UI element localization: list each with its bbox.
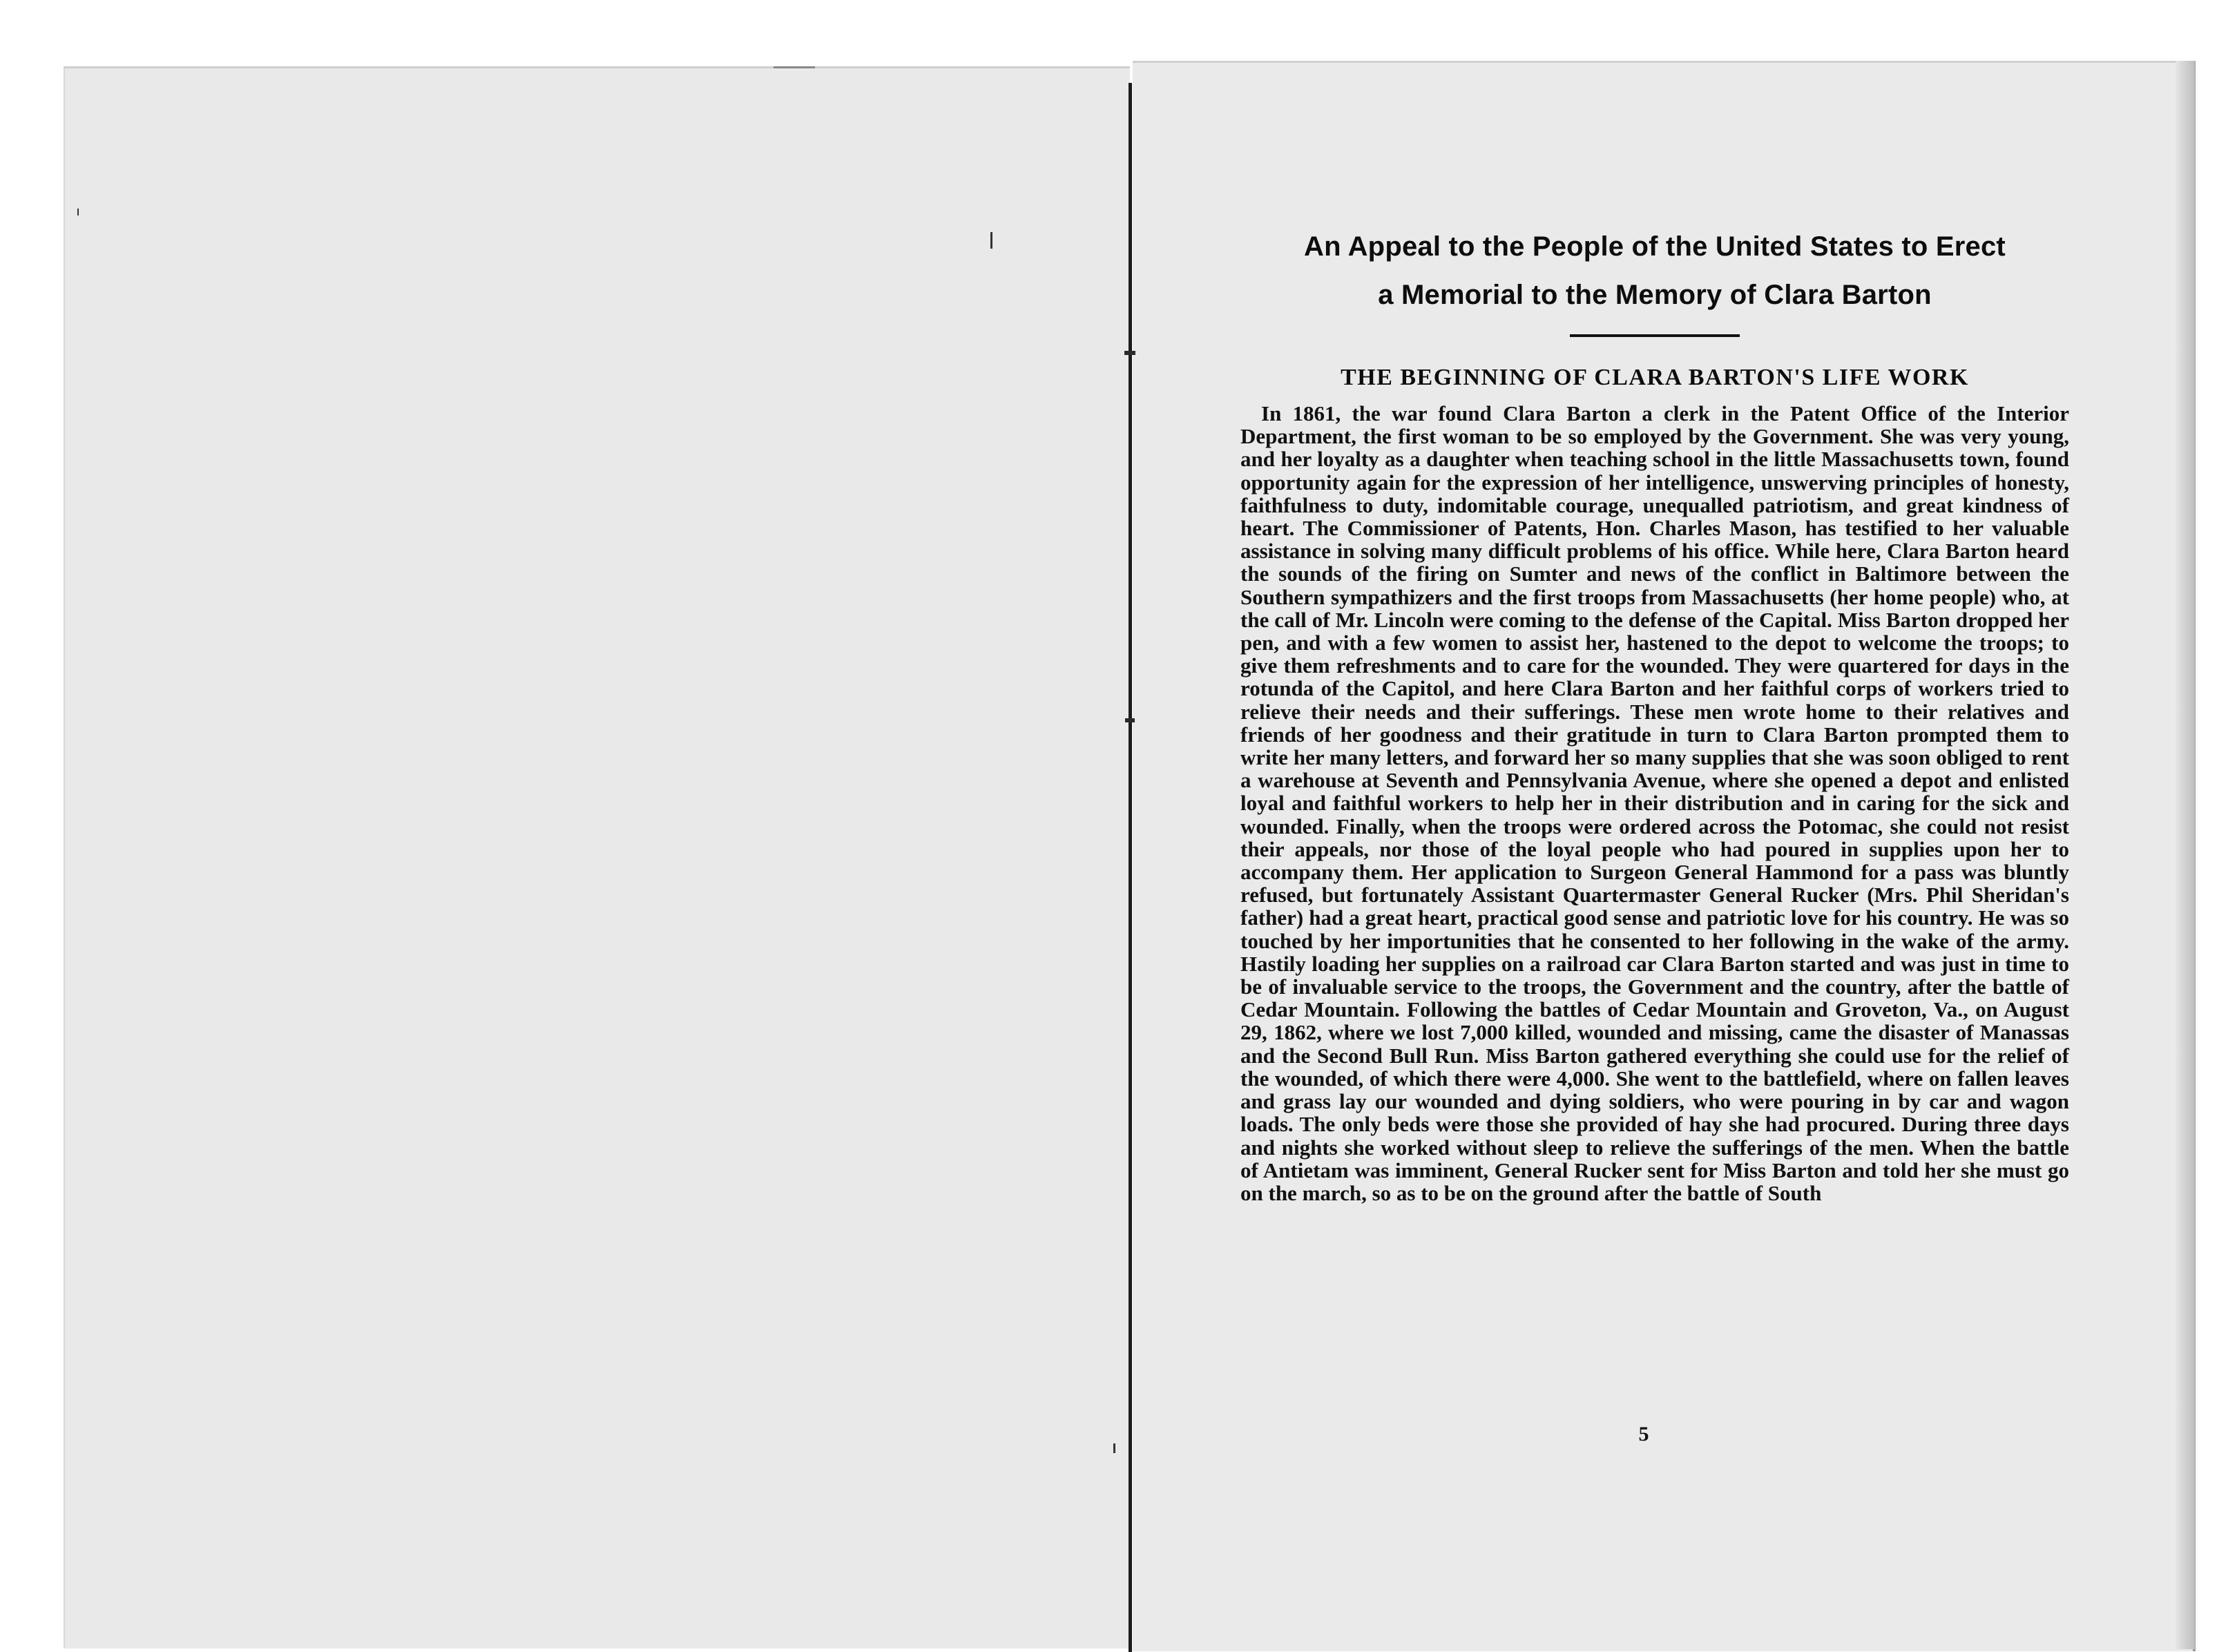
title-divider [1570, 334, 1740, 337]
page-number: 5 [1638, 1423, 1649, 1446]
title-line-1: An Appeal to the People of the United States to Erect [1304, 231, 2006, 262]
book-spine [1129, 83, 1132, 1652]
scan-speck [774, 66, 815, 68]
left-page-blank [64, 66, 1130, 1649]
page-content [1240, 222, 2069, 1204]
section-heading: THE BEGINNING OF CLARA BARTON'S LIFE WORK [1341, 365, 1969, 390]
scan-speck [1113, 1443, 1115, 1453]
body-paragraph: In 1861, the war found Clara Barton a clerk in the Patent Office of the Interior Department, the first woman to be so employed by the Government. She was very young, and her loyalty as a daughter when teaching school in the little Massachusetts town, found opportunity again for the expression of her intelligence, unswerving principles of honesty, faithfulness to duty, indomitable courage, unequalled patriotism, and great kindness of heart. The Commissioner of Patents, Hon. Charles Mason, has testified to her valuable assistance in solving many difficult problems of his office. While here, Clara Barton heard the sounds of the firing on Sumter and news of the conflict in Baltimore between the Southern sympathizers and the first troops from Massachusetts (her home people) who, at the call of Mr. Lincoln were coming to the defense of the Capital. Miss Barton dropped her pen, and with a few women to assist her, hastened to the depot to welcome the troops; to give them refreshments and to care for the wounded. They were quartered for days in the rotunda of the Capitol, and here Clara Barton and her faithful corps of workers tried to relieve their needs and their sufferings. These men wrote home to their relatives and friends of her goodness and their gratitude in turn to Clara Barton prompted them to write her many letters, and forward her so many supplies that she was soon obliged to rent a warehouse at Seventh and Pennsylvania Avenue, where she opened a depot and enlisted loyal and faithful workers to help her in their distribution and in caring for the sick and wounded. Finally, when the troops were ordered across the Potomac, she could not resist their appeals, nor those of the loyal people who had poured in supplies upon her to accompany them. Her application to Surgeon General Hammond for a pass was bluntly refused, but fortunately Assistant Quartermaster General Rucker (Mrs. Phil Sheridan's father) had a great heart, practical good sense and patriotic love for his country. He was so touched by her importunities that he consented to her following in the wake of the army. Hastily loading her supplies on a railroad car Clara Barton started and was just in time to be of invaluable service to the troops, the Government and the country, after the battle of Cedar Mountain. Following the battles of Cedar Mountain and Groveton, Va., on August 29, 1862, where we lost 7,000 killed, wounded and missing, came the disaster of Manassas and the Second Bull Run. Miss Barton gathered everything she could use for the relief of the wounded, of which there were 4,000. She went to the battlefield, where on fallen leaves and grass lay our wounded and dying soldiers, who were pouring in by car and wagon loads. The only beds were those she provided of hay she had procured. During three days and nights she worked without sleep to relieve the sufferings of the men. When the battle of Antietam was imminent, General Rucker sent for Miss Barton and told her she must go on the march, so as to be on the ground after the battle of South [1240, 401, 2069, 1205]
title-line-2: a Memorial to the Memory of Clara Barton [1378, 280, 1932, 310]
scan-speck [990, 232, 992, 249]
page-title [1240, 222, 2069, 319]
scan-speck [77, 209, 79, 215]
binding-staple-mark [1125, 718, 1135, 722]
page-edge-shadow [2176, 61, 2195, 1649]
binding-staple-mark [1124, 351, 1135, 355]
